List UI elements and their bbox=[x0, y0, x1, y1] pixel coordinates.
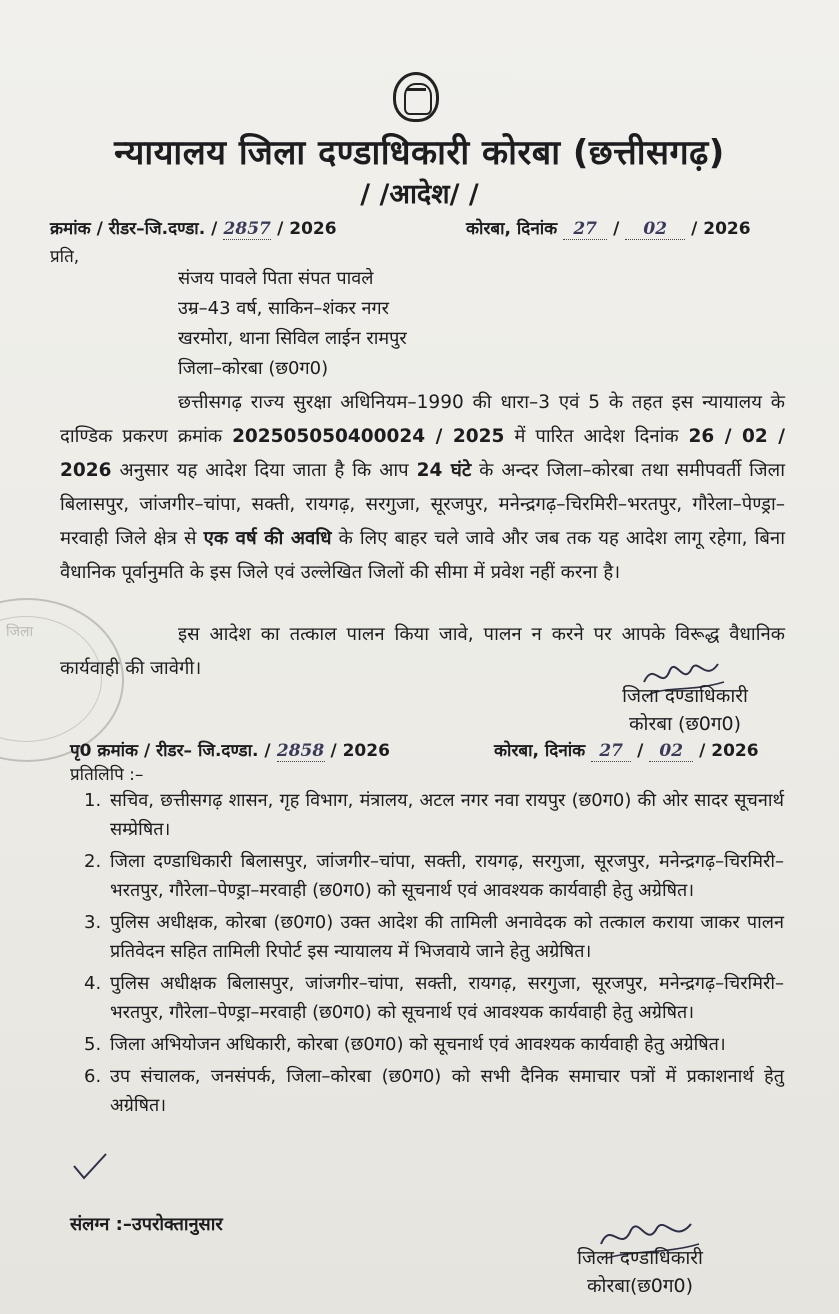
body-text: अनुसार यह आदेश दिया जाता है कि आप bbox=[111, 460, 417, 481]
endorsement-prefix: पृ0 क्रमांक / रीडर– जि.दण्डा. / bbox=[70, 741, 271, 761]
reference-number-line bbox=[50, 216, 337, 240]
body-text: में पारित आदेश दिनांक bbox=[504, 426, 689, 447]
list-item-number: 3. bbox=[84, 912, 102, 933]
state-emblem-icon bbox=[393, 72, 439, 122]
exile-period: एक वर्ष की अवधि bbox=[203, 528, 332, 549]
seal-text: जिला bbox=[6, 624, 34, 640]
signatory-designation: जिला दण्डाधिकारी bbox=[577, 1247, 703, 1269]
address-line: उम्र–43 वर्ष, साकिन–शंकर नगर bbox=[178, 298, 390, 319]
endorsement-number: 2858 bbox=[276, 741, 325, 761]
list-item bbox=[84, 847, 784, 905]
endorsement-date-sep: / bbox=[637, 741, 644, 761]
list-item bbox=[84, 1062, 784, 1120]
ref-date-sep: / bbox=[613, 219, 620, 239]
order-body-paragraph bbox=[60, 386, 785, 590]
body-text: के लिए बाहर चले जावे और जब तक यह आदेश लागू रहेगा, बिना वैधानिक पूर्वानुमति के इस जिले एवं उल्लेखित जिलों की सीमा में प्रवेश नहीं करना है। bbox=[60, 528, 785, 583]
court-title: न्यायालय जिला दण्डाधिकारी कोरबा (छत्तीसगढ़) bbox=[114, 133, 725, 173]
list-item bbox=[84, 1030, 784, 1059]
ref-day: 27 bbox=[563, 219, 607, 240]
list-item-text: पुलिस अधीक्षक बिलासपुर, जांजगीर–चांपा, सक्ती, रायगढ़, सरगुजा, सूरजपुर, मनेन्द्रगढ़–चिरमिरी–भरतपुर, गौरेला–पेण्ड्रा–मरवाही (छ0ग0) को सूचनार्थ एवं आवश्यक कार्यवाही हेतु अग्रेषित। bbox=[110, 973, 784, 1023]
list-item bbox=[84, 786, 784, 844]
endorsement-year: / 2026 bbox=[330, 741, 390, 761]
list-item-number: 1. bbox=[84, 790, 102, 811]
list-item bbox=[84, 969, 784, 1027]
endorsement-place-date: कोरबा, दिनांक bbox=[494, 741, 586, 761]
address-line: संजय पावले पिता संपत पावले bbox=[178, 268, 374, 289]
addressee-block bbox=[178, 264, 407, 384]
compliance-text: इस आदेश का तत्काल पालन किया जावे, पालन न करने पर आपके विरूद्ध वैधानिक कार्यवाही की जावेगी। bbox=[60, 624, 785, 679]
endorsement-date-year: / 2026 bbox=[699, 741, 759, 761]
endorsement-day: 27 bbox=[591, 741, 631, 762]
case-number: 202505050400024 / 2025 bbox=[232, 426, 505, 447]
ref-place-date: कोरबा, दिनांक bbox=[466, 219, 558, 239]
hours-limit: 24 घंटे bbox=[416, 460, 472, 481]
list-item-text: सचिव, छत्तीसगढ़ शासन, गृह विभाग, मंत्रालय, अटल नगर नवा रायपुर (छ0ग0) की ओर सादर सूचनार्थ सम्प्रेषित। bbox=[110, 790, 784, 840]
body-text: छत्तीसगढ़ राज्य सुरक्षा अधिनियम–1990 की धारा–3 एवं 5 के तहत इस न्यायालय के दाण्डिक प्रकरण क्रमांक bbox=[60, 392, 785, 447]
list-item-text: जिला दण्डाधिकारी बिलासपुर, जांजगीर–चांपा, सक्ती, रायगढ़, सरगुजा, सूरजपुर, मनेन्द्रगढ़–चिरमिरी–भरतपुर, गौरेला–पेण्ड्रा–मरवाही (छ0ग0) को सूचनार्थ एवं आवश्यक कार्यवाही हेतु अग्रेषित। bbox=[110, 851, 784, 901]
list-item-number: 6. bbox=[84, 1066, 102, 1087]
list-item bbox=[84, 908, 784, 966]
ref-prefix: क्रमांक / रीडर–जि.दण्डा. / bbox=[50, 219, 218, 239]
emblem-bar bbox=[406, 88, 426, 91]
compliance-paragraph bbox=[60, 618, 785, 686]
copy-list bbox=[84, 786, 784, 1123]
list-item-number: 4. bbox=[84, 973, 102, 994]
signature-block-1 bbox=[590, 682, 780, 738]
endorsement-date-line bbox=[494, 738, 759, 762]
endorsement-number-line bbox=[70, 738, 390, 762]
signatory-designation: जिला दण्डाधिकारी bbox=[622, 685, 748, 707]
checkmark-icon bbox=[70, 1150, 110, 1184]
ref-date-year: / 2026 bbox=[691, 219, 751, 239]
signature-block-2 bbox=[540, 1244, 740, 1300]
ref-year: / 2026 bbox=[277, 219, 337, 239]
enclosure-line: संलग्न :–उपरोक्तानुसार bbox=[70, 1214, 223, 1235]
list-item-number: 2. bbox=[84, 851, 102, 872]
address-line: जिला–कोरबा (छ0ग0) bbox=[178, 358, 329, 379]
signatory-place: कोरबा(छ0ग0) bbox=[586, 1275, 694, 1297]
list-item-text: जिला अभियोजन अधिकारी, कोरबा (छ0ग0) को सूचनार्थ एवं आवश्यक कार्यवाही हेतु अग्रेषित। bbox=[110, 1034, 726, 1055]
reference-date-line bbox=[466, 216, 751, 240]
to-label: प्रति, bbox=[50, 247, 80, 267]
list-item-text: पुलिस अधीक्षक, कोरबा (छ0ग0) उक्त आदेश की तामिली अनावेदक को तत्काल कराया जाकर पालन प्रतिवेदन सहित तामिली रिपोर्ट इस न्यायालय में भिजवाये जाने हेतु अग्रेषित। bbox=[110, 912, 784, 962]
ref-number: 2857 bbox=[223, 219, 271, 239]
signatory-place: कोरबा (छ0ग0) bbox=[628, 713, 742, 735]
order-date: 26 / 02 / 2026 bbox=[60, 426, 786, 481]
ref-month: 02 bbox=[625, 219, 685, 240]
address-line: खरमोरा, थाना सिविल लाईन रामपुर bbox=[178, 328, 407, 349]
list-item-text: उप संचालक, जनसंपर्क, जिला–कोरबा (छ0ग0) को सभी दैनिक समाचार पत्रों में प्रकाशनार्थ हेतु अग्रेषित। bbox=[110, 1066, 784, 1116]
order-title: / /आदेश/ / bbox=[360, 179, 479, 210]
body-text: के अन्दर जिला–कोरबा तथा समीपवर्ती जिला बिलासपुर, जांजगीर–चांपा, सक्ती, रायगढ़, सरगुजा, सूरजपुर, मनेन्द्रगढ़–चिरमिरी–भरतपुर, गौरेला–पेण्ड्रा–मरवाही जिले क्षेत्र से bbox=[60, 460, 785, 549]
endorsement-month: 02 bbox=[649, 741, 693, 762]
list-item-number: 5. bbox=[84, 1034, 102, 1055]
copy-label: प्रतिलिपि :– bbox=[70, 765, 144, 785]
